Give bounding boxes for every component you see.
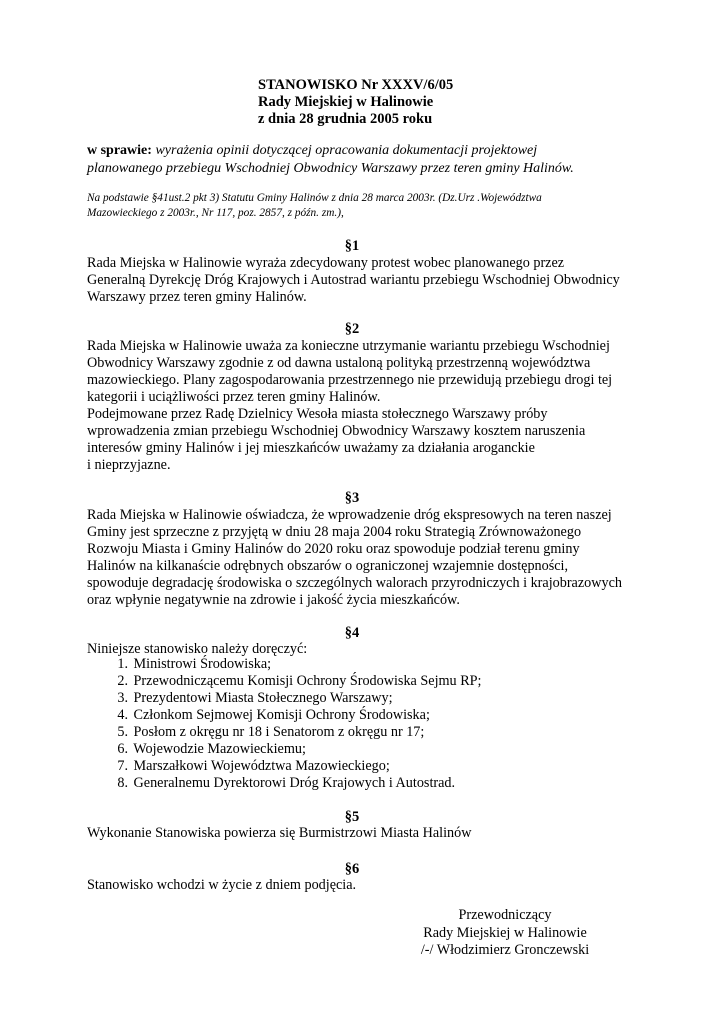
text-line: spowoduje degradację środowiska o szczególnych walorach przyrodniczych i krajobrazowych	[87, 575, 622, 591]
text-line: Rozwoju Miasta i Gminy Halinów do 2020 roku oraz spowoduje podział terenu gminy	[87, 541, 580, 557]
document-date: z dnia 28 grudnia 2005 roku	[258, 111, 433, 127]
subject-block	[87, 142, 647, 178]
text-line: Generalną Dyrekcję Dróg Krajowych i Autostrad wariantu przebiegu Wschodniej Obwodnicy	[87, 272, 620, 288]
legal-basis-line-2: Mazowieckiego z 2003r., Nr 117, poz. 2857, z późn. zm.),	[87, 207, 344, 219]
text-line: Gminy jest sprzeczne z przyjętą w dniu 28 maja 2004 roku Strategią Zrównoważonego	[87, 524, 582, 540]
signatory-body: Rady Miejskiej w Halinowie	[423, 924, 587, 941]
document-header	[258, 77, 453, 128]
subject-label: w sprawie:	[87, 143, 152, 158]
legal-basis	[87, 191, 647, 221]
list-item: 8. Generalnemu Dyrektorowi Dróg Krajowych i Autostrad.	[117, 775, 456, 791]
text-line: oraz wpłynie negatywnie na zdrowie i jakość życia mieszkańców.	[87, 592, 460, 608]
legal-basis-line-1: Na podstawie §41ust.2 pkt 3) Statutu Gminy Halinów z dnia 28 marca 2003r. (Dz.Urz .Województwa	[87, 192, 542, 204]
section-2-text	[87, 338, 647, 474]
text-line: Rada Miejska w Halinowie uważa za konieczne utrzymanie wariantu przebiegu Wschodniej	[87, 338, 610, 354]
text-line: mazowieckiego. Plany zagospodarowania przestrzennego nie przewidują przebiegu drogi tej	[87, 372, 613, 388]
signatory-name: /-/ Włodzimierz Gronczewski	[420, 942, 590, 958]
document-title: STANOWISKO Nr XXXV/6/05	[258, 77, 454, 93]
text-line: Wykonanie Stanowiska powierza się Burmistrzowi Miasta Halinów	[87, 825, 472, 841]
section-5-text	[87, 825, 647, 842]
section-4-title: §4	[344, 625, 360, 641]
issuing-body: Rady Miejskiej w Halinowie	[258, 94, 434, 110]
subject-text-line-1: wyrażenia opinii dotyczącej opracowania dokumentacji projektowej	[155, 143, 538, 158]
text-line: Warszawy przez teren gminy Halinów.	[87, 289, 307, 305]
section-1-title: §1	[344, 238, 360, 254]
text-line: kategorii i uciążliwości przez teren gminy Halinów.	[87, 389, 381, 405]
section-6-title: §6	[344, 861, 360, 877]
section-1-text	[87, 255, 647, 306]
text-line: Rada Miejska w Halinowie oświadcza, że wprowadzenie dróg ekspresowych na teren naszej	[87, 507, 612, 523]
section-5-title: §5	[344, 809, 360, 825]
section-6-text	[87, 877, 647, 894]
text-line: Obwodnicy Warszawy zgodnie z od dawna ustaloną polityką przestrzenną województwa	[87, 355, 591, 371]
text-line: wprowadzenia zmian przebiegu Wschodniej Obwodnicy Warszawy kosztem naruszenia	[87, 423, 586, 439]
signatory-role: Przewodniczący	[458, 907, 552, 923]
list-item: 3. Prezydentowi Miasta Stołecznego Warszawy;	[117, 690, 393, 706]
list-item: 4. Członkom Sejmowej Komisji Ochrony Środowiska;	[117, 707, 430, 723]
subject-text-line-2: planowanego przebiegu Wschodniej Obwodnicy Warszawy przez teren gminy Halinów.	[87, 161, 574, 176]
recipient-list	[87, 656, 482, 792]
text-line: interesów gminy Halinów i jej mieszkańców uważamy za działania aroganckie	[87, 440, 535, 456]
list-item: 2. Przewodniczącemu Komisji Ochrony Środowiska Sejmu RP;	[117, 673, 482, 689]
section-2-title: §2	[344, 321, 360, 337]
text-line: Niniejsze stanowisko należy doręczyć:	[87, 641, 308, 657]
section-3-title: §3	[344, 490, 360, 506]
list-item: 5. Posłom z okręgu nr 18 i Senatorom z okręgu nr 17;	[117, 724, 425, 740]
text-line: i nieprzyjazne.	[87, 457, 171, 473]
list-item: 6. Wojewodzie Mazowieckiemu;	[117, 741, 306, 757]
list-item: 1. Ministrowi Środowiska;	[117, 656, 272, 672]
text-line: Rada Miejska w Halinowie wyraża zdecydowany protest wobec planowanego przez	[87, 255, 565, 271]
text-line: Halinów na kilkanaście odrębnych obszarów o ograniczonej wzajemnie dostępności,	[87, 558, 569, 574]
signature-block	[400, 907, 610, 960]
list-item: 7. Marszałkowi Województwa Mazowieckiego;	[117, 758, 390, 774]
section-3-text	[87, 507, 647, 609]
text-line: Podejmowane przez Radę Dzielnicy Wesoła miasta stołecznego Warszawy próby	[87, 406, 548, 422]
text-line: Stanowisko wchodzi w życie z dniem podjęcia.	[87, 877, 357, 893]
